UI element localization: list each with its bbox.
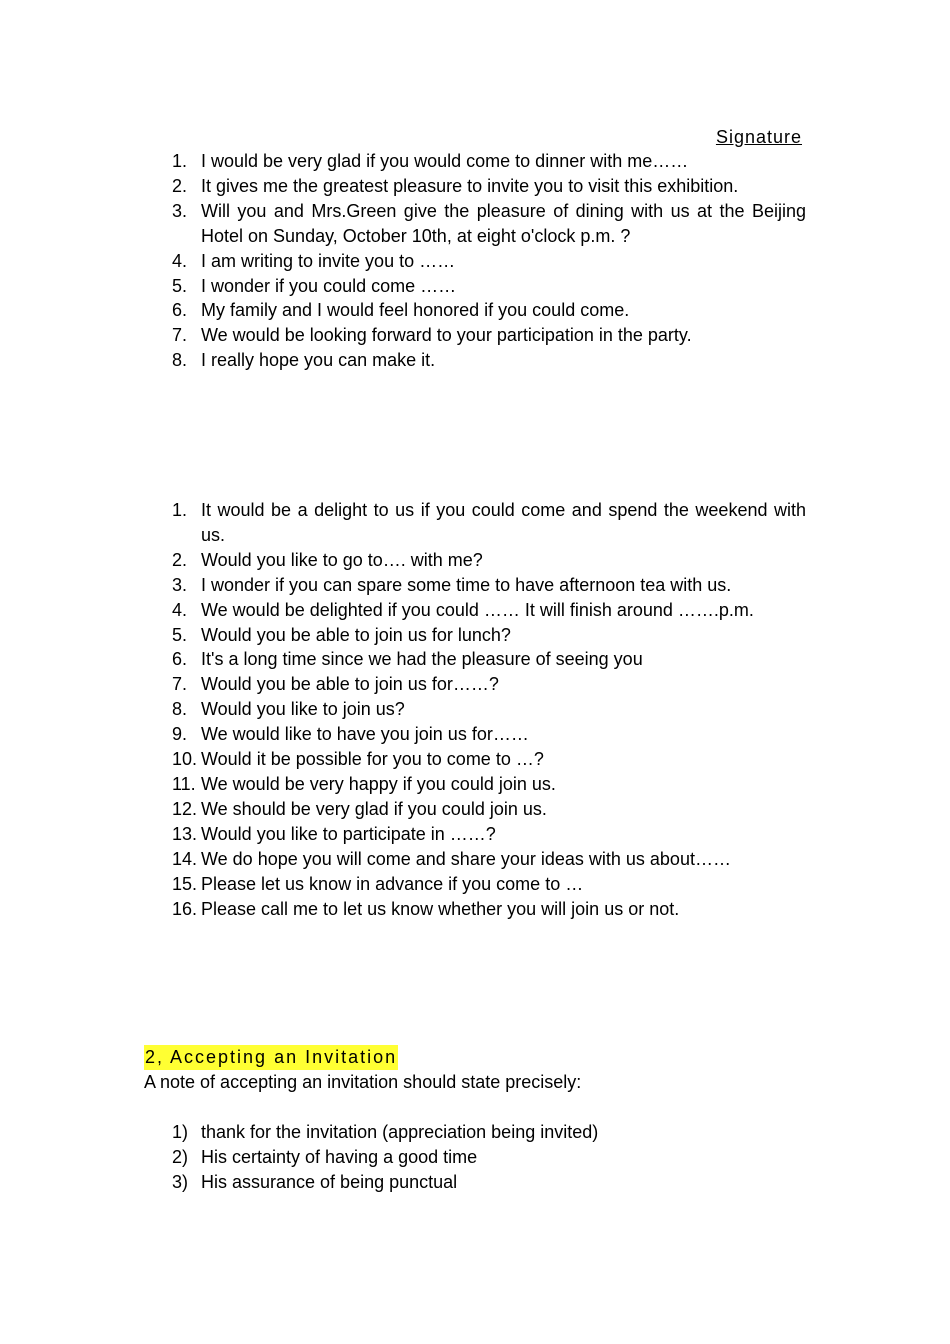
invitation-phrases-list-continued bbox=[172, 498, 806, 921]
list-item-text: Would you be able to join us for……? bbox=[201, 674, 499, 695]
list-item-text: We would be looking forward to your participation in the party. bbox=[201, 325, 692, 346]
list-item-number: 2) bbox=[172, 1146, 189, 1167]
list-item-text: I really hope you can make it. bbox=[201, 350, 436, 371]
list-item-number: 13. bbox=[172, 823, 198, 844]
list-item bbox=[172, 348, 806, 373]
list-item bbox=[172, 772, 806, 797]
list-item-number: 10. bbox=[172, 749, 198, 770]
list-item bbox=[172, 647, 806, 672]
list-item bbox=[172, 897, 806, 922]
list-item bbox=[172, 199, 806, 249]
list-item-text: It gives me the greatest pleasure to invite you to visit this exhibition. bbox=[201, 175, 739, 196]
intro-paragraph: A note of accepting an invitation should state precisely: bbox=[144, 1072, 582, 1092]
list-item-number: 3. bbox=[172, 200, 188, 221]
section-heading-accepting-invitation: 2, Accepting an Invitation bbox=[144, 1045, 398, 1070]
list-item-text: I would be very glad if you would come to dinner with me…… bbox=[201, 151, 689, 171]
list-item bbox=[172, 598, 806, 623]
list-item-text: Would you like to join us? bbox=[201, 699, 405, 720]
list-item bbox=[172, 274, 806, 299]
list-item bbox=[172, 1120, 806, 1145]
list-item-number: 1. bbox=[172, 151, 188, 171]
list-item-text: I wonder if you could come …… bbox=[201, 275, 457, 296]
list-item-number: 7. bbox=[172, 325, 188, 346]
list-item-number: 5. bbox=[172, 624, 188, 645]
list-item bbox=[172, 1145, 806, 1170]
list-item bbox=[172, 672, 806, 697]
list-item bbox=[172, 722, 806, 747]
list-item-number: 16. bbox=[172, 898, 198, 919]
list-item bbox=[172, 573, 806, 598]
list-item-number: 7. bbox=[172, 674, 188, 695]
list-item-text: We would be delighted if you could …… It will finish around …….p.m. bbox=[201, 599, 754, 620]
list-item-text: thank for the invitation (appreciation being invited) bbox=[201, 1122, 599, 1142]
list-item bbox=[172, 697, 806, 722]
list-item-text: Would you be able to join us for lunch? bbox=[201, 624, 511, 645]
list-item-text: I wonder if you can spare some time to have afternoon tea with us. bbox=[201, 574, 732, 595]
list-item-number: 9. bbox=[172, 724, 188, 745]
list-item-number: 8. bbox=[172, 699, 188, 720]
list-item-number: 5. bbox=[172, 275, 188, 296]
list-item-number: 1. bbox=[172, 500, 188, 520]
acceptance-points-list bbox=[172, 1120, 806, 1195]
list-item-text: We do hope you will come and share your ideas with us about…… bbox=[201, 848, 731, 869]
list-item bbox=[172, 747, 806, 772]
list-item-text: Would it be possible for you to come to …? bbox=[201, 749, 544, 770]
list-item-number: 15. bbox=[172, 873, 198, 894]
list-item-text: It would be a delight to us if you could come and spend the weekend with us. bbox=[201, 500, 806, 545]
list-item-number: 1) bbox=[172, 1122, 189, 1142]
list-item bbox=[172, 872, 806, 897]
list-item-text: Please call me to let us know whether you will join us or not. bbox=[201, 898, 680, 919]
list-item-number: 6. bbox=[172, 300, 188, 321]
list-item bbox=[172, 822, 806, 847]
list-item-text: I am writing to invite you to …… bbox=[201, 250, 456, 271]
list-item-number: 12. bbox=[172, 798, 198, 819]
list-item bbox=[172, 548, 806, 573]
list-item-number: 11. bbox=[172, 773, 196, 794]
list-item-number: 2. bbox=[172, 549, 188, 570]
list-item-number: 14. bbox=[172, 848, 198, 869]
list-item bbox=[172, 1170, 806, 1195]
list-item-text: His certainty of having a good time bbox=[201, 1146, 478, 1167]
list-item-number: 4. bbox=[172, 599, 188, 620]
list-item bbox=[172, 174, 806, 199]
list-item bbox=[172, 498, 806, 548]
list-item-text: My family and I would feel honored if you could come. bbox=[201, 300, 630, 321]
list-item-number: 8. bbox=[172, 350, 188, 371]
list-item-text: His assurance of being punctual bbox=[201, 1171, 458, 1192]
invitation-phrases-list bbox=[172, 149, 806, 373]
list-item-text: Please let us know in advance if you come to … bbox=[201, 873, 584, 894]
list-item-text: We should be very glad if you could join us. bbox=[201, 798, 547, 819]
list-item-text: Would you like to go to…. with me? bbox=[201, 549, 483, 570]
list-item-number: 3. bbox=[172, 574, 188, 595]
list-item bbox=[172, 149, 806, 174]
list-item-text: Would you like to participate in ……? bbox=[201, 823, 496, 844]
list-item-number: 4. bbox=[172, 250, 188, 271]
list-item-text: We would like to have you join us for…… bbox=[201, 724, 529, 745]
list-item bbox=[172, 847, 806, 872]
list-item-number: 2. bbox=[172, 175, 188, 196]
list-item-number: 3) bbox=[172, 1171, 189, 1192]
list-item bbox=[172, 323, 806, 348]
list-item bbox=[172, 623, 806, 648]
signature-heading: Signature bbox=[715, 127, 802, 147]
list-item-text: Will you and Mrs.Green give the pleasure of dining with us at the Beijing Hotel on Sunday, October 10th, at eight o'clock p.m. ? bbox=[201, 200, 806, 246]
list-item bbox=[172, 249, 806, 274]
list-item-text: We would be very happy if you could join us. bbox=[201, 773, 556, 794]
list-item bbox=[172, 298, 806, 323]
list-item-text: It's a long time since we had the pleasure of seeing you bbox=[201, 649, 643, 670]
list-item bbox=[172, 797, 806, 822]
list-item-number: 6. bbox=[172, 649, 188, 670]
